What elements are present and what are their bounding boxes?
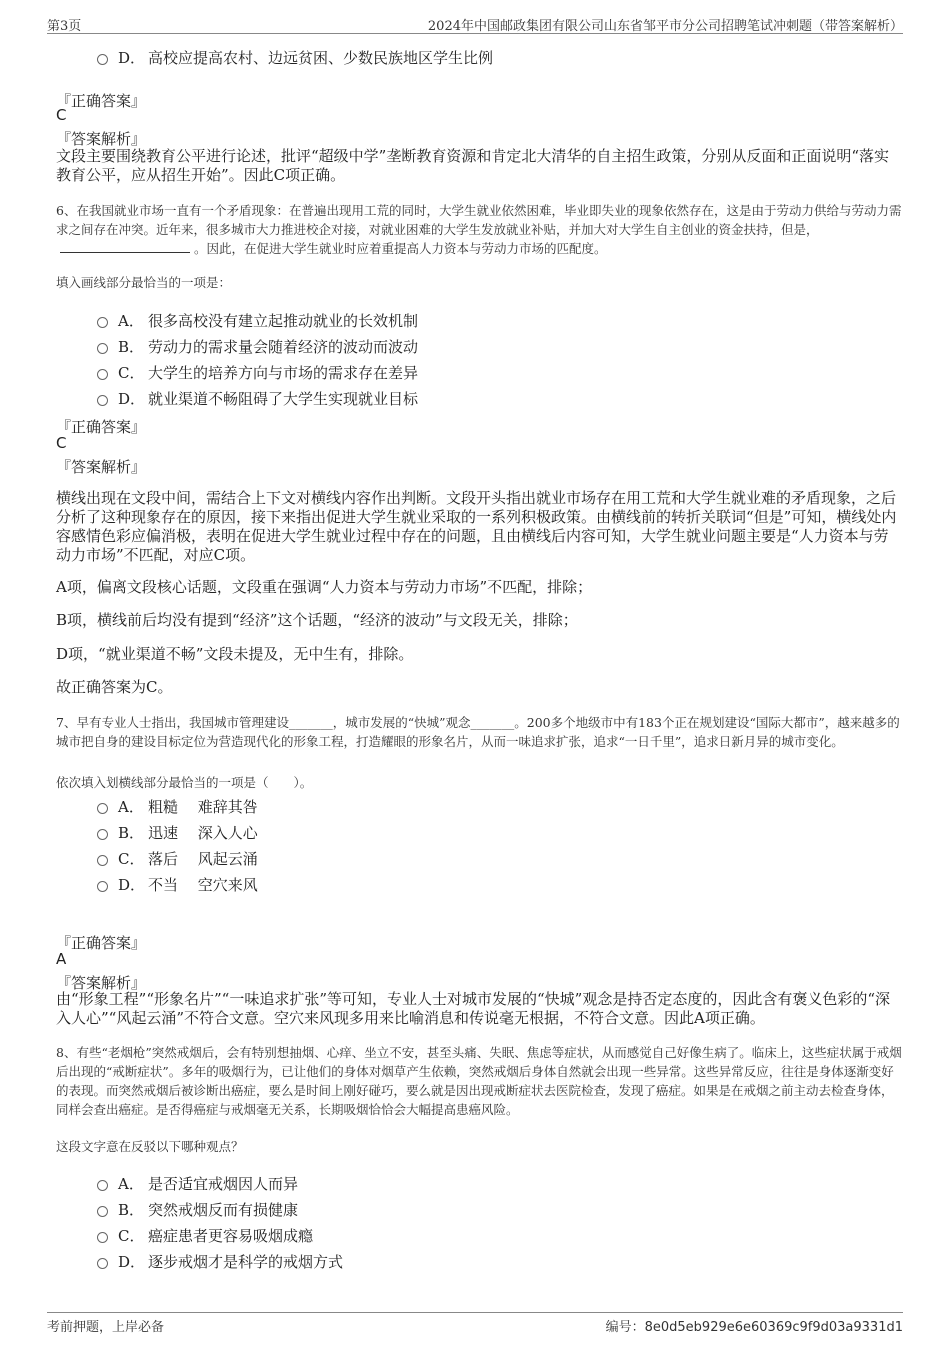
radio-icon[interactable] (97, 829, 108, 840)
option-text: 就业渠道不畅阻碍了大学生实现就业目标 (148, 390, 419, 408)
radio-icon[interactable] (97, 1258, 108, 1269)
q7-option-c[interactable] (97, 848, 258, 869)
document-code: 编号：8e0d5eb929e6e60369c9f9d03a9331d1 (605, 1320, 903, 1335)
q8-option-b[interactable] (97, 1199, 298, 1220)
option-text: 大学生的培养方向与市场的需求存在差异 (148, 364, 419, 382)
option-text: 是否适宜戒烟因人而异 (148, 1175, 299, 1193)
page-number: 第3页 (47, 19, 82, 34)
document-title: 2024年中国邮政集团有限公司山东省邹平市分公司招聘笔试冲刺题（带答案解析） (427, 19, 903, 34)
q7-stem: 7、早有专业人士指出，我国城市管理建设_______，城市发展的“快城”观念_______。200多个地级市中有183个正在规划建设“国际大都市”，越来越多的城市把自身的建设目标定位为营造现代化的形象工程，打造耀眼的形象名片，从而一味追求扩张，追求“一日千里”，追求日新月异的城市变化。 (56, 715, 900, 749)
q5-analysis: 文段主要围绕教育公平进行论述，批评“超级中学”垄断教育资源和肯定北大清华的自主招生政策，分别从反面和正面说明“落实教育公平，应从招生开始”。因此C项正确。 (56, 147, 890, 184)
q8-stem: 8、有些“老烟枪”突然戒烟后，会有特别想抽烟、心痒、坐立不安，甚至头痛、失眠、焦虑等症状，从而感觉自己好像生病了。临床上，这些症状属于戒烟后出现的“戒断症状”。多年的吸烟行为，已让他们的身体对烟草产生依赖，突然戒烟后身体自然就会出现一些异常。这些异常反应，往往是身体逐渐变好的表现。而突然戒烟后被诊断出癌症，要么是时间上刚好碰巧，要么就是因出现戒断症状去医院检查，发现了癌症。如果是在戒烟之前主动去检查身体，同样会查出癌症。是否得癌症与戒烟毫无关系，长期吸烟恰恰会大幅提高患癌风险。 (56, 1045, 902, 1117)
option-text: 高校应提高农村、边远贫困、少数民族地区学生比例 (148, 49, 494, 67)
option-letter: D． (118, 390, 146, 408)
q6-option-a[interactable] (97, 310, 418, 331)
q6-analysis-1: 横线出现在文段中间，需结合上下文对横线内容作出判断。文段开头指出就业市场存在用工荒和大学生就业难的矛盾现象，之后分析了这种现象存在的原因，接下来指出促进大学生就业采取的一系列积极政策。由横线前的转折关联词“但是”可知，横线处内容感情色彩应偏消极，表明在促进大学生就业过程中存在的问题，且由横线后内容可知，大学生就业问题主要是“人力资本与劳动力市场”不匹配，对应C项。 (56, 489, 897, 564)
radio-icon[interactable] (97, 1206, 108, 1217)
option-letter: A． (118, 1175, 144, 1193)
answer-label: 『正确答案』 (56, 934, 147, 952)
answer-label: 『正确答案』 (56, 418, 147, 436)
header-divider (47, 33, 903, 34)
radio-icon[interactable] (97, 881, 108, 892)
radio-icon[interactable] (97, 803, 108, 814)
option-text: 逐步戒烟才是科学的戒烟方式 (148, 1253, 344, 1271)
option-letter: D． (118, 49, 146, 67)
radio-icon[interactable] (97, 343, 108, 354)
q6-answer: C (56, 434, 67, 452)
q6-prompt: 填入画线部分最恰当的一项是： (56, 275, 232, 290)
radio-icon[interactable] (97, 395, 108, 406)
option-letter: C． (118, 1227, 145, 1245)
radio-icon[interactable] (97, 54, 108, 65)
option-letter: D． (118, 876, 146, 894)
radio-icon[interactable] (97, 369, 108, 380)
q7-prompt: 依次填入划横线部分最恰当的一项是（ ）。 (56, 775, 313, 790)
q6-analysis-2: A项，偏离文段核心话题，文段重在强调“人力资本与劳动力市场”不匹配，排除； (56, 578, 593, 596)
q6-stem: 6、在我国就业市场一直有一个矛盾现象：在普遍出现用工荒的同时，大学生就业依然困难，毕业即失业的现象依然存在，这是由于劳动力供给与劳动力需求之间存在冲突。近年来，很多城市大力推进校企对接，对就业困难的大学生发放就业补贴，并加大对大学生自主创业的资金扶持，但是，。因此，在促进大学生就业时应着重提高人力资本与劳动力市场的匹配度。 (56, 203, 902, 256)
option-text: 迅速 深入人心 (148, 824, 258, 842)
option-text: 癌症患者更容易吸烟成瘾 (148, 1227, 314, 1245)
footer-slogan: 考前押题，上岸必备 (47, 1320, 165, 1335)
option-text: 很多高校没有建立起推动就业的长效机制 (148, 312, 419, 330)
q8-option-a[interactable] (97, 1173, 298, 1194)
option-letter: B． (118, 1201, 145, 1219)
radio-icon[interactable] (97, 317, 108, 328)
q6-option-c[interactable] (97, 362, 418, 383)
option-letter: A． (118, 798, 144, 816)
option-letter: B． (118, 338, 145, 356)
radio-icon[interactable] (97, 1232, 108, 1243)
q8-option-d[interactable] (97, 1251, 343, 1272)
q7-option-b[interactable] (97, 822, 258, 843)
q7-option-d[interactable] (97, 874, 258, 895)
analysis-label: 『答案解析』 (56, 974, 147, 992)
option-text: 劳动力的需求量会随着经济的波动而波动 (148, 338, 419, 356)
answer-label: 『正确答案』 (56, 92, 147, 110)
q7-analysis: 由“形象工程”“形象名片”“一味追求扩张”等可知，专业人士对城市发展的“快城”观念是持否定态度的，因此含有褒义色彩的“深入人心”“风起云涌”不符合文意。空穴来风现多用来比喻消息和传说毫无根据，不符合文意。因此A项正确。 (56, 990, 891, 1027)
q7-answer: A (56, 950, 67, 968)
option-letter: C． (118, 364, 145, 382)
radio-icon[interactable] (97, 1180, 108, 1191)
radio-icon[interactable] (97, 855, 108, 866)
option-letter: D． (118, 1253, 146, 1271)
q7-option-a[interactable] (97, 796, 258, 817)
q6-analysis-4: D项，“就业渠道不畅”文段未提及，无中生有，排除。 (56, 645, 414, 663)
option-text: 落后 风起云涌 (148, 850, 258, 868)
option-letter: A． (118, 312, 144, 330)
q6-option-b[interactable] (97, 336, 418, 357)
analysis-label: 『答案解析』 (56, 458, 147, 476)
q8-option-c[interactable] (97, 1225, 313, 1246)
option-text: 粗糙 难辞其咎 (148, 798, 258, 816)
option-letter: B． (118, 824, 145, 842)
q8-prompt: 这段文字意在反驳以下哪种观点？ (56, 1139, 244, 1154)
option-text: 不当 空穴来风 (148, 876, 258, 894)
q6-analysis-5: 故正确答案为C。 (56, 678, 173, 696)
option-letter: C． (118, 850, 145, 868)
q6-analysis-3: B项，横线前后均没有提到“经济”这个话题，“经济的波动”与文段无关，排除； (56, 611, 578, 629)
q6-option-d[interactable] (97, 388, 418, 409)
analysis-label: 『答案解析』 (56, 130, 147, 148)
q5-answer: C (56, 106, 67, 124)
q5-option-d[interactable] (97, 47, 493, 68)
option-text: 突然戒烟反而有损健康 (148, 1201, 299, 1219)
footer-divider (47, 1312, 903, 1313)
